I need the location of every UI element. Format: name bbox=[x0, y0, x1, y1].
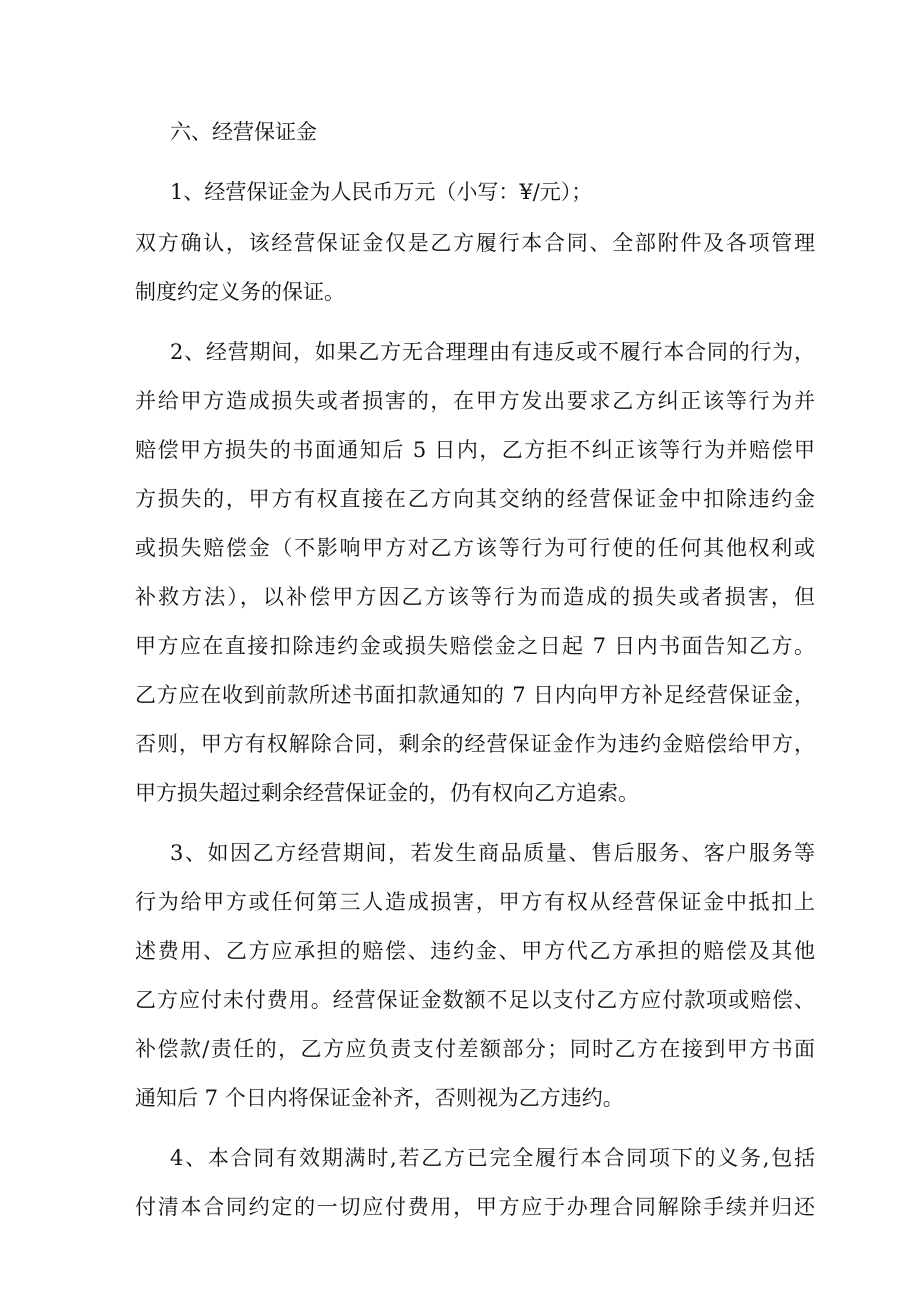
clause-2-line-1: 2、经营期间，如果乙方无合理理由有违反或不履行本合同的行为， bbox=[170, 340, 815, 364]
clause-2-line-5: 或损失赔偿金（不影响甲方对乙方该等行为可行使的任何其他权利或 bbox=[135, 536, 815, 560]
clause-3-line-2: 行为给甲方或任何第三人造成损害，甲方有权从经营保证金中抵扣上 bbox=[135, 890, 815, 914]
clause-3-line-5: 补偿款/责任的，乙方应负责支付差额部分；同时乙方在接到甲方书面 bbox=[135, 1037, 815, 1061]
clause-3-line-1: 3、如因乙方经营期间，若发生商品质量、售后服务、客户服务等 bbox=[170, 841, 815, 865]
clause-1-line-2: 双方确认，该经营保证金仅是乙方履行本合同、全部附件及各项管理 bbox=[135, 231, 815, 255]
clause-2-line-10: 甲方损失超过剩余经营保证金的，仍有权向乙方追索。 bbox=[135, 781, 639, 805]
clause-2-line-9: 否则，甲方有权解除合同，剩余的经营保证金作为违约金赔偿给甲方， bbox=[135, 732, 815, 756]
clause-3-line-3: 述费用、乙方应承担的赔偿、违约金、甲方代乙方承担的赔偿及其他 bbox=[135, 939, 815, 963]
clause-4-line-2: 付清本合同约定的一切应付费用，甲方应于办理合同解除手续并归还 bbox=[135, 1195, 815, 1219]
clause-2-line-3: 赔偿甲方损失的书面通知后 5 日内，乙方拒不纠正该等行为并赔偿甲 bbox=[135, 438, 815, 462]
section-title: 六、经营保证金 bbox=[170, 120, 317, 144]
clause-2-line-6: 补救方法），以补偿甲方因乙方该等行为而造成的损失或者损害，但 bbox=[135, 585, 815, 609]
clause-2-line-4: 方损失的，甲方有权直接在乙方向其交纳的经营保证金中扣除违约金 bbox=[135, 487, 815, 511]
clause-2-line-2: 并给甲方造成损失或者损害的，在甲方发出要求乙方纠正该等行为并 bbox=[135, 389, 815, 413]
clause-2-line-8: 乙方应在收到前款所述书面扣款通知的 7 日内向甲方补足经营保证金， bbox=[135, 683, 815, 707]
clause-1-line-3: 制度约定义务的保证。 bbox=[135, 280, 345, 304]
clause-3-line-4: 乙方应付未付费用。经营保证金数额不足以支付乙方应付款项或赔偿、 bbox=[135, 988, 815, 1012]
clause-1-line-1: 1、经营保证金为人民币万元（小写：¥/元）； bbox=[170, 180, 593, 204]
clause-2-line-7: 甲方应在直接扣除违约金或损失赔偿金之日起 7 日内书面告知乙方。 bbox=[135, 634, 815, 658]
clause-3-line-6: 通知后 7 个日内将保证金补齐，否则视为乙方违约。 bbox=[135, 1086, 624, 1110]
clause-4-line-1: 4、本合同有效期满时,若乙方已完全履行本合同项下的义务,包括 bbox=[170, 1146, 815, 1170]
